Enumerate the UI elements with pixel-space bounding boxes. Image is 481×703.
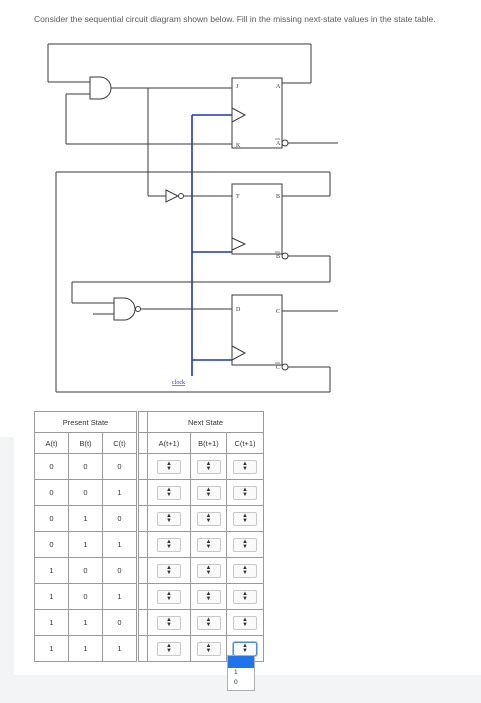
- next-state-cell: [191, 480, 227, 506]
- jk-j-label: J: [236, 84, 239, 90]
- chevron-updown-icon: ▲ ▼: [242, 460, 248, 472]
- chevron-updown-icon: ▲ ▼: [166, 642, 172, 654]
- chevron-updown-icon: ▲ ▼: [242, 642, 248, 654]
- chevron-updown-icon: ▲ ▼: [205, 460, 212, 472]
- next-state-cell: [148, 532, 191, 558]
- next-state-cell: [191, 584, 227, 610]
- next-state-cell: [148, 636, 191, 662]
- question-text: Consider the sequential circuit diagram shown below. Fill in the missing next-state values in the state table.: [34, 14, 436, 24]
- present-state-cell: 0: [69, 454, 103, 480]
- chevron-updown-icon: ▲ ▼: [166, 538, 172, 550]
- present-state-cell: 1: [35, 610, 69, 636]
- present-state-cell: 1: [69, 506, 103, 532]
- t-qbar-label: B: [276, 254, 281, 260]
- next-state-select[interactable]: [197, 642, 221, 656]
- next-state-select[interactable]: [157, 642, 181, 656]
- d-q-label: C: [276, 309, 281, 315]
- chevron-updown-icon: ▲ ▼: [166, 564, 172, 576]
- next-state-cell: [227, 558, 264, 584]
- present-state-header: Present State: [35, 412, 138, 433]
- dropdown-option-0[interactable]: 0: [234, 679, 238, 686]
- next-state-select[interactable]: [197, 590, 221, 604]
- present-state-cell: 0: [69, 558, 103, 584]
- next-state-select[interactable]: [197, 512, 221, 526]
- t-label: T: [236, 194, 240, 200]
- present-state-cell: 1: [35, 636, 69, 662]
- chevron-updown-icon: ▲ ▼: [205, 642, 212, 654]
- next-state-cell: [191, 610, 227, 636]
- t-q-label: B: [276, 194, 281, 200]
- next-state-cell: [191, 636, 227, 662]
- next-state-select[interactable]: [197, 564, 221, 578]
- present-state-cell: 0: [69, 480, 103, 506]
- col-header-a-t: A(t): [35, 433, 69, 454]
- next-state-select[interactable]: [157, 486, 181, 500]
- present-state-cell: 1: [103, 584, 138, 610]
- present-state-cell: 1: [103, 480, 138, 506]
- chevron-updown-icon: ▲ ▼: [205, 512, 212, 524]
- next-state-select[interactable]: [233, 460, 257, 474]
- jk-flip-flop: [232, 78, 282, 148]
- present-state-cell: 0: [35, 506, 69, 532]
- present-state-cell: 1: [69, 532, 103, 558]
- next-state-select[interactable]: [157, 616, 181, 630]
- next-state-select[interactable]: [197, 616, 221, 630]
- col-header-b-t1: B(t+1): [191, 433, 227, 454]
- present-state-cell: 0: [103, 610, 138, 636]
- next-state-cell: [227, 610, 264, 636]
- table-row: [35, 532, 264, 558]
- chevron-updown-icon: ▲ ▼: [242, 512, 248, 524]
- chevron-updown-icon: ▲ ▼: [166, 486, 172, 498]
- present-state-cell: 1: [35, 584, 69, 610]
- chevron-updown-icon: ▲ ▼: [242, 616, 248, 628]
- chevron-updown-icon: ▲ ▼: [205, 564, 212, 576]
- next-state-select[interactable]: [157, 564, 181, 578]
- chevron-updown-icon: ▲ ▼: [242, 486, 248, 498]
- next-state-select[interactable]: [233, 564, 257, 578]
- next-state-select[interactable]: [233, 616, 257, 630]
- next-state-cell: [227, 480, 264, 506]
- present-state-cell: 1: [103, 636, 138, 662]
- next-state-cell: [148, 480, 191, 506]
- chevron-updown-icon: ▲ ▼: [242, 564, 248, 576]
- next-state-select[interactable]: [197, 460, 221, 474]
- next-state-cell: [227, 532, 264, 558]
- chevron-updown-icon: ▲ ▼: [242, 590, 248, 602]
- present-state-cell: 1: [69, 610, 103, 636]
- state-table: [34, 411, 264, 662]
- table-row: [35, 480, 264, 506]
- and-gate-top: [90, 77, 111, 99]
- chevron-updown-icon: ▲ ▼: [166, 512, 172, 524]
- table-row: [35, 454, 264, 480]
- next-state-dropdown-menu[interactable]: [227, 655, 255, 691]
- chevron-updown-icon: ▲ ▼: [205, 486, 212, 498]
- present-state-cell: 0: [103, 558, 138, 584]
- present-state-cell: 0: [103, 506, 138, 532]
- next-state-select[interactable]: [157, 460, 181, 474]
- present-state-cell: 0: [69, 584, 103, 610]
- chevron-updown-icon: ▲ ▼: [205, 538, 212, 550]
- next-state-cell: [148, 506, 191, 532]
- next-state-select[interactable]: [157, 590, 181, 604]
- chevron-updown-icon: ▲ ▼: [166, 590, 172, 602]
- col-header-a-t1: A(t+1): [148, 433, 191, 454]
- col-header-b-t: B(t): [69, 433, 103, 454]
- next-state-cell: [227, 454, 264, 480]
- present-state-cell: 1: [35, 558, 69, 584]
- d-qbar-label: C: [276, 365, 281, 371]
- present-state-cell: 0: [35, 532, 69, 558]
- circuit-diagram: [38, 36, 352, 402]
- table-row: [35, 506, 264, 532]
- next-state-header: Next State: [148, 412, 264, 433]
- chevron-updown-icon: ▲ ▼: [166, 616, 172, 628]
- table-row: [35, 584, 264, 610]
- next-state-select[interactable]: [157, 512, 181, 526]
- next-state-cell: [191, 454, 227, 480]
- next-state-select[interactable]: [197, 538, 221, 552]
- next-state-cell: [191, 532, 227, 558]
- jk-k-label: K: [236, 143, 241, 149]
- jk-q-label: A: [276, 84, 281, 90]
- clock-label: clock: [172, 380, 185, 386]
- next-state-cell: [191, 558, 227, 584]
- state-table-body: [35, 454, 264, 662]
- next-state-cell: [148, 558, 191, 584]
- dropdown-option-blank[interactable]: [228, 656, 254, 668]
- chevron-updown-icon: ▲ ▼: [205, 616, 212, 628]
- next-state-select[interactable]: [233, 538, 257, 552]
- present-state-cell: 0: [103, 454, 138, 480]
- next-state-cell: [148, 584, 191, 610]
- next-state-select[interactable]: [233, 642, 257, 656]
- chevron-updown-icon: ▲ ▼: [166, 460, 172, 472]
- table-row: [35, 558, 264, 584]
- present-state-cell: 0: [35, 454, 69, 480]
- present-state-cell: 1: [103, 532, 138, 558]
- next-state-cell: [148, 454, 191, 480]
- present-state-cell: 0: [35, 480, 69, 506]
- next-state-select[interactable]: [197, 486, 221, 500]
- next-state-cell: [191, 506, 227, 532]
- chevron-updown-icon: ▲ ▼: [242, 538, 248, 550]
- next-state-select[interactable]: [233, 486, 257, 500]
- next-state-select[interactable]: [233, 590, 257, 604]
- next-state-select[interactable]: [233, 512, 257, 526]
- d-flip-flop: [232, 295, 282, 365]
- and-gate-bottom: [114, 298, 135, 320]
- dropdown-option-1[interactable]: 1: [234, 669, 238, 676]
- next-state-cell: [148, 610, 191, 636]
- next-state-cell: [227, 506, 264, 532]
- circuit-svg: [38, 36, 352, 402]
- col-header-c-t: C(t): [103, 433, 138, 454]
- col-header-c-t1: C(t+1): [227, 433, 264, 454]
- next-state-cell: [227, 584, 264, 610]
- present-state-cell: 1: [69, 636, 103, 662]
- next-state-select[interactable]: [157, 538, 181, 552]
- clock-line: [192, 115, 232, 376]
- chevron-updown-icon: ▲ ▼: [205, 590, 212, 602]
- jk-qbar-label: A: [276, 141, 281, 147]
- d-label: D: [236, 307, 241, 313]
- table-row: [35, 610, 264, 636]
